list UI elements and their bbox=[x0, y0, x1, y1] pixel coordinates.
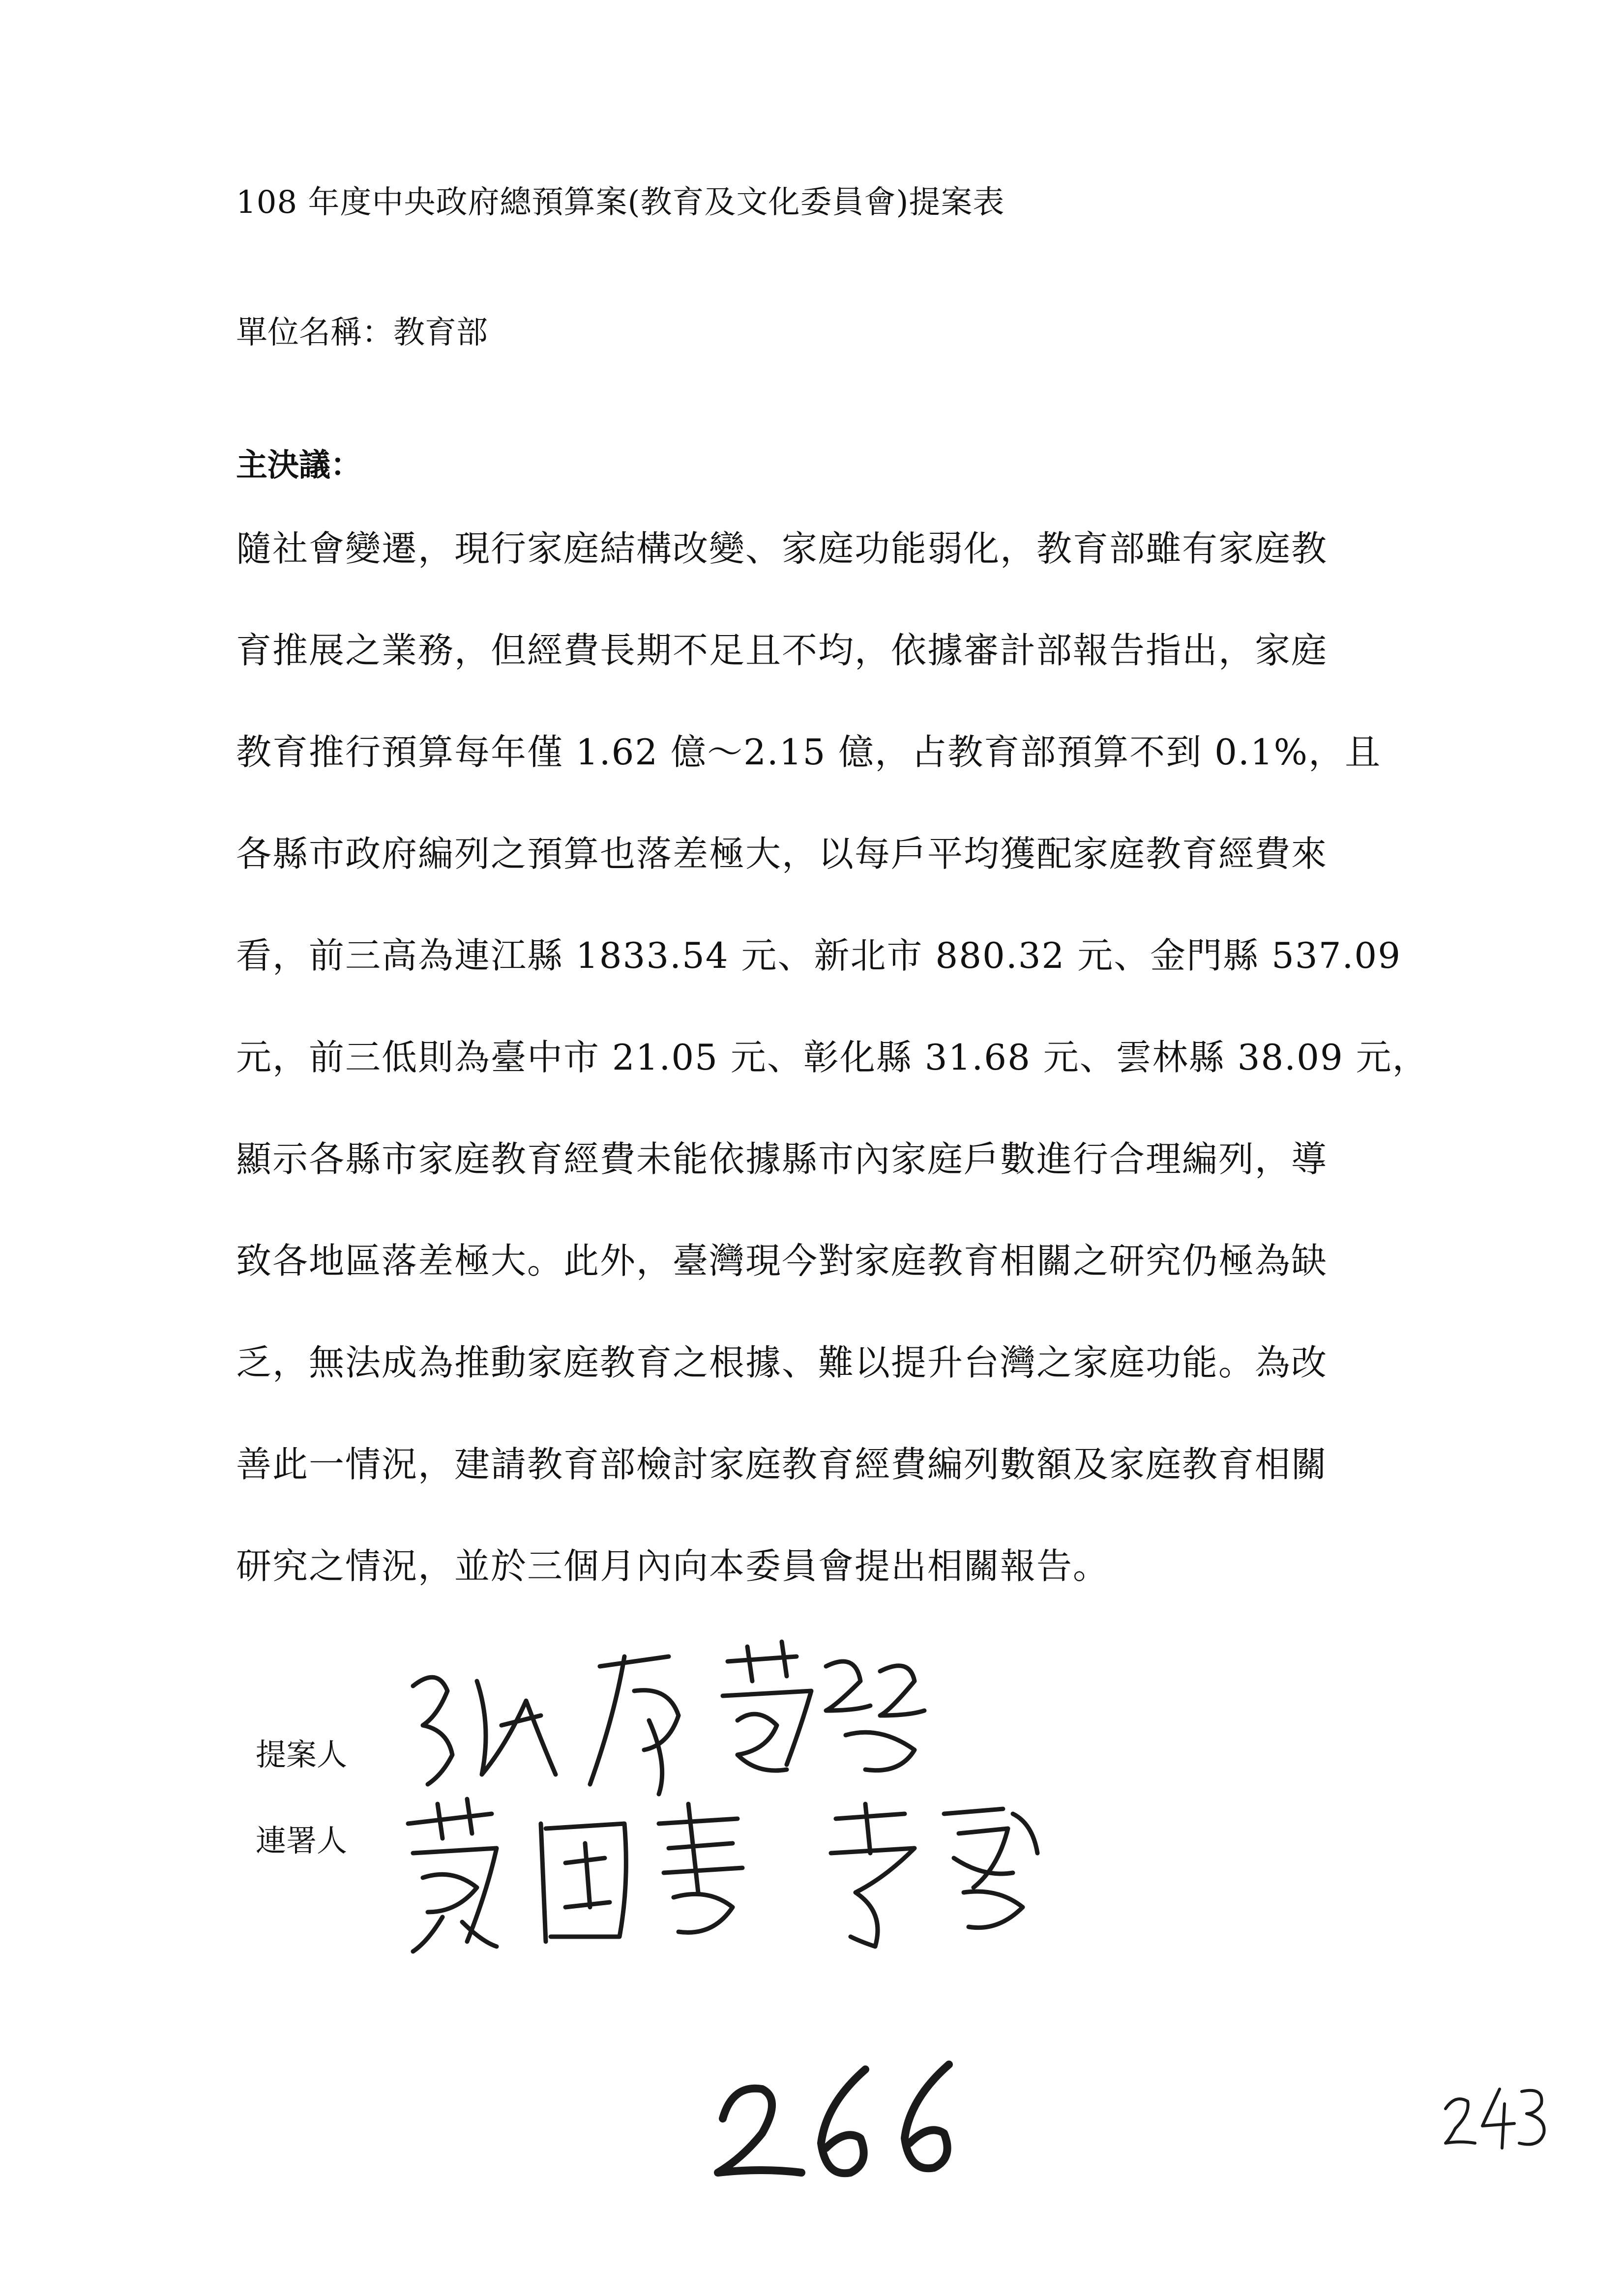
body-line: 顯示各縣市家庭教育經費未能依據縣市內家庭戶數進行合理編列，導 bbox=[236, 1138, 1328, 1180]
body-line: 教育推行預算每年僅 1.62 億～2.15 億，占教育部預算不到 0.1%，且 bbox=[236, 731, 1382, 773]
body-line: 研究之情況，並於三個月內向本委員會提出相關報告。 bbox=[236, 1545, 1110, 1587]
handwritten-page-number-small bbox=[1441, 2079, 1554, 2155]
document-title: 108 年度中央政府總預算案(教育及文化委員會)提案表 bbox=[236, 184, 1005, 221]
main-resolution-heading: 主決議： bbox=[236, 447, 362, 484]
proposer-label: 提案人 bbox=[256, 1737, 348, 1773]
unit-name-line: 單位名稱：教育部 bbox=[236, 315, 488, 351]
body-line: 乏，無法成為推動家庭教育之根據、難以提升台灣之家庭功能。為改 bbox=[236, 1342, 1328, 1383]
cosigner-label: 連署人 bbox=[256, 1823, 348, 1859]
body-line: 育推展之業務，但經費長期不足且不均，依據審計部報告指出，家庭 bbox=[236, 630, 1328, 671]
proposer-signature bbox=[393, 1627, 983, 1814]
handwritten-page-number bbox=[703, 2050, 978, 2199]
body-line: 致各地區落差極大。此外，臺灣現今對家庭教育相關之研究仍極為缺 bbox=[236, 1240, 1328, 1281]
resolution-body bbox=[236, 528, 1429, 1650]
cosigner-signature bbox=[393, 1794, 1082, 1956]
body-line: 元，前三低則為臺中市 21.05 元、彰化縣 31.68 元、雲林縣 38.09 元， bbox=[236, 1037, 1429, 1078]
body-line: 隨社會變遷，現行家庭結構改變、家庭功能弱化，教育部雖有家庭教 bbox=[236, 528, 1328, 569]
body-line: 看，前三高為連江縣 1833.54 元、新北市 880.32 元、金門縣 537.09 bbox=[236, 935, 1402, 976]
page-number-243-drawing bbox=[1441, 2079, 1554, 2153]
body-line: 各縣市政府編列之預算也落差極大，以每戶平均獲配家庭教育經費來 bbox=[236, 833, 1328, 874]
body-line: 善此一情況，建請教育部檢討家庭教育經費編列數額及家庭教育相關 bbox=[236, 1444, 1328, 1485]
page-number-266-drawing bbox=[703, 2050, 978, 2197]
